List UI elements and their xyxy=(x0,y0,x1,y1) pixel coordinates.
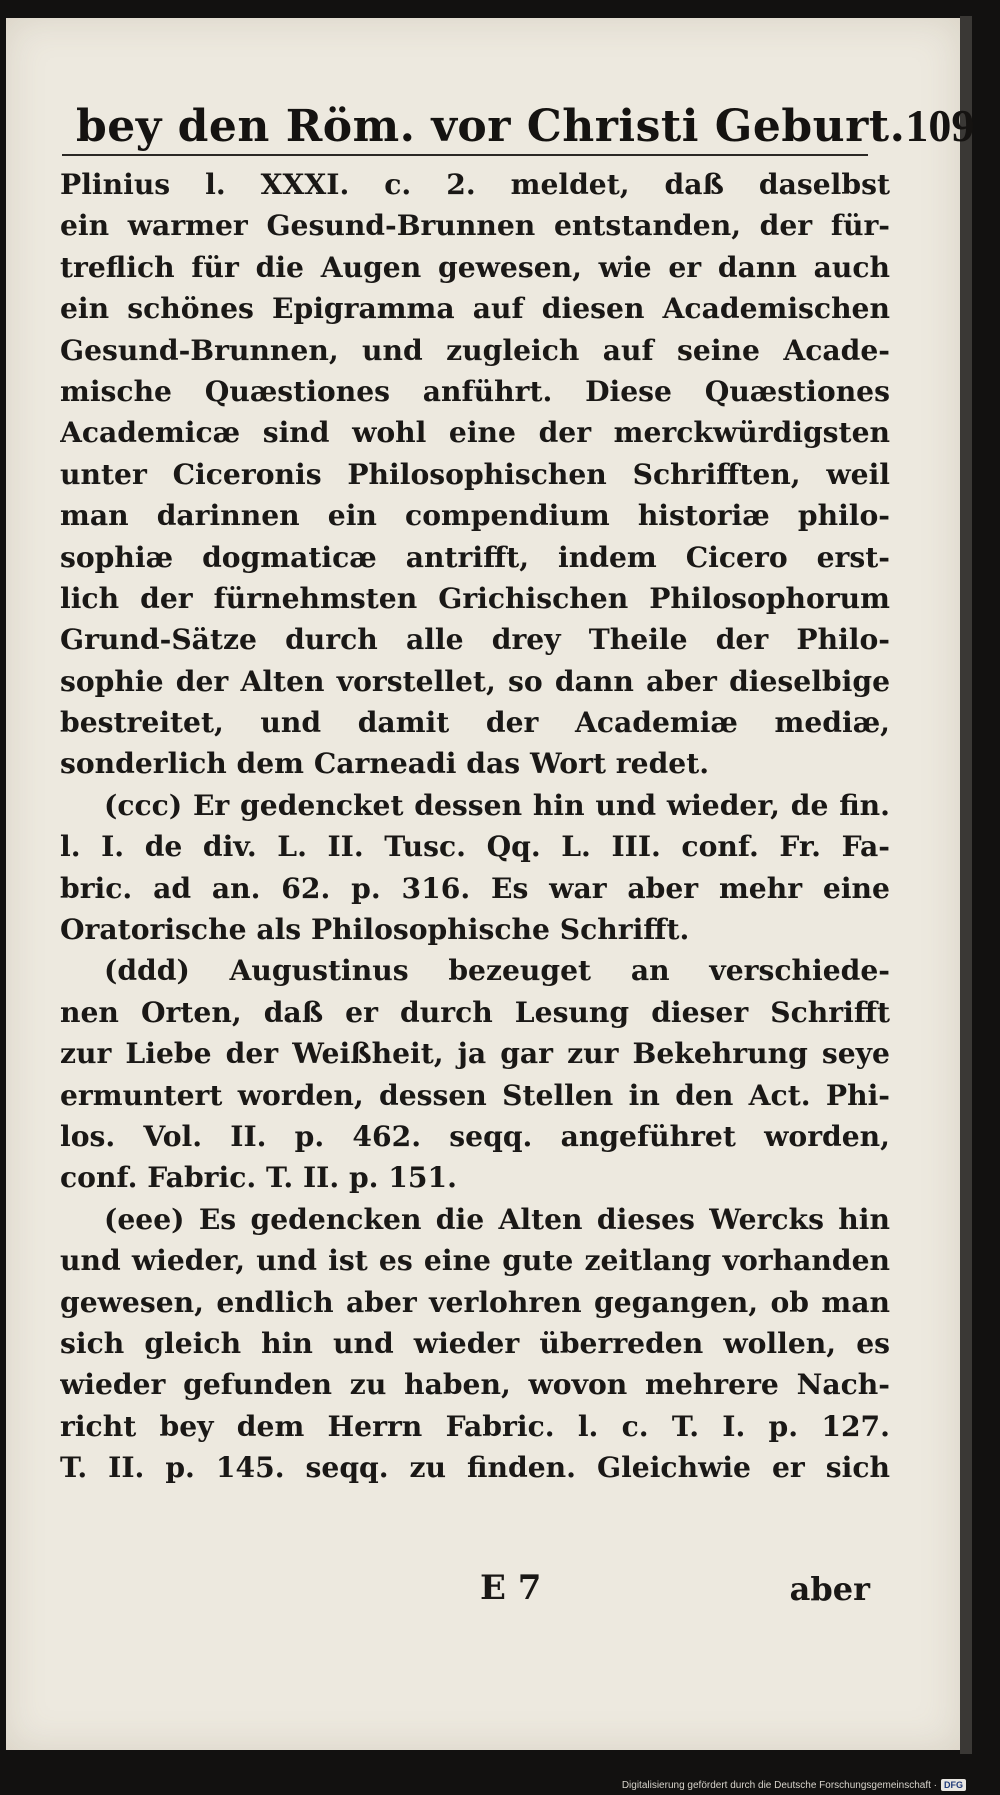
text-line: gewesen, endlich aber verlohren gegangen, ob man xyxy=(60,1285,890,1319)
text-line: bric. ad an. 62. p. 316. Es war aber mehr eine xyxy=(60,871,890,905)
catchword: aber xyxy=(789,1570,870,1608)
text-line: Plinius l. XXXI. c. 2. meldet, daß daselbst xyxy=(60,168,890,201)
page-number: 109 xyxy=(905,100,975,151)
text-line: T. II. p. 145. seqq. zu finden. Gleichwie er sich xyxy=(60,1451,890,1485)
text-line: Grund-Sätze durch alle drey Theile der Philo- xyxy=(60,623,890,657)
page-edge xyxy=(960,16,972,1754)
text-line: (ccc) Er gedencket dessen hin und wieder, de fin. xyxy=(104,788,890,822)
text-line: l. I. de div. L. II. Tusc. Qq. L. III. conf. Fr. Fa- xyxy=(60,830,890,864)
text-line: sophie der Alten vorstellet, so dann aber dieselbige xyxy=(60,664,890,698)
page-footer xyxy=(60,1566,886,1616)
text-line: sonderlich dem Carneadi das Wort redet. xyxy=(60,747,710,781)
credit-text: Digitalisierung gefördert durch die Deutsche Forschungsgemeinschaft · xyxy=(621,1779,937,1791)
text-line: man darinnen ein compendium historiæ philo- xyxy=(60,499,890,533)
text-line: Academicæ sind wohl eine der merckwürdigsten xyxy=(60,416,890,450)
text-line: ein warmer Gesund-Brunnen entstanden, der für- xyxy=(60,209,890,243)
text-line: lich der fürnehmsten Grichischen Philosophorum xyxy=(60,581,890,615)
text-line: treflich für die Augen gewesen, wie er dann auch xyxy=(60,250,890,284)
text-line: zur Liebe der Weißheit, ja gar zur Bekehrung seye xyxy=(60,1037,890,1071)
text-line: Oratorische als Philosophische Schrifft. xyxy=(60,913,690,947)
text-line: sophiæ dogmaticæ antrifft, indem Cicero erst- xyxy=(60,540,890,574)
header-rule xyxy=(62,154,868,156)
text-line: Gesund-Brunnen, und zugleich auf seine Acade- xyxy=(60,333,890,367)
text-line: sich gleich hin und wieder überreden wollen, es xyxy=(60,1326,890,1360)
digitization-credit xyxy=(622,1779,966,1791)
page-header xyxy=(76,80,975,152)
text-line: mische Quæstiones anführt. Diese Quæstiones xyxy=(60,374,890,408)
text-line: (ddd) Augustinus bezeuget an verschiede- xyxy=(104,954,890,988)
signature-mark: E 7 xyxy=(480,1568,542,1608)
dfg-logo-icon: DFG xyxy=(941,1779,966,1791)
text-line: richt bey dem Herrn Fabric. l. c. T. I. p. 127. xyxy=(60,1409,890,1443)
text-line: unter Ciceronis Philosophischen Schrifften, weil xyxy=(60,457,890,491)
text-line: conf. Fabric. T. II. p. 151. xyxy=(60,1161,457,1195)
text-line: wieder gefunden zu haben, wovon mehrere Nach- xyxy=(60,1368,890,1402)
running-head: bey den Röm. vor Christi Geburt. xyxy=(76,101,906,152)
text-line: (eee) Es gedencken die Alten dieses Wercks hin xyxy=(104,1202,890,1236)
text-line: nen Orten, daß er durch Lesung dieser Schrifft xyxy=(60,995,890,1029)
footnote-text xyxy=(60,164,890,1489)
text-line: los. Vol. II. p. 462. seqq. angeführet worden, xyxy=(60,1119,890,1153)
text-line: ein schönes Epigramma auf diesen Academischen xyxy=(60,292,890,326)
text-line: ermuntert worden, dessen Stellen in den Act. Phi- xyxy=(60,1078,890,1112)
text-line: bestreitet, und damit der Academiæ mediæ, xyxy=(60,706,890,740)
text-line: und wieder, und ist es eine gute zeitlang vorhanden xyxy=(60,1244,890,1278)
